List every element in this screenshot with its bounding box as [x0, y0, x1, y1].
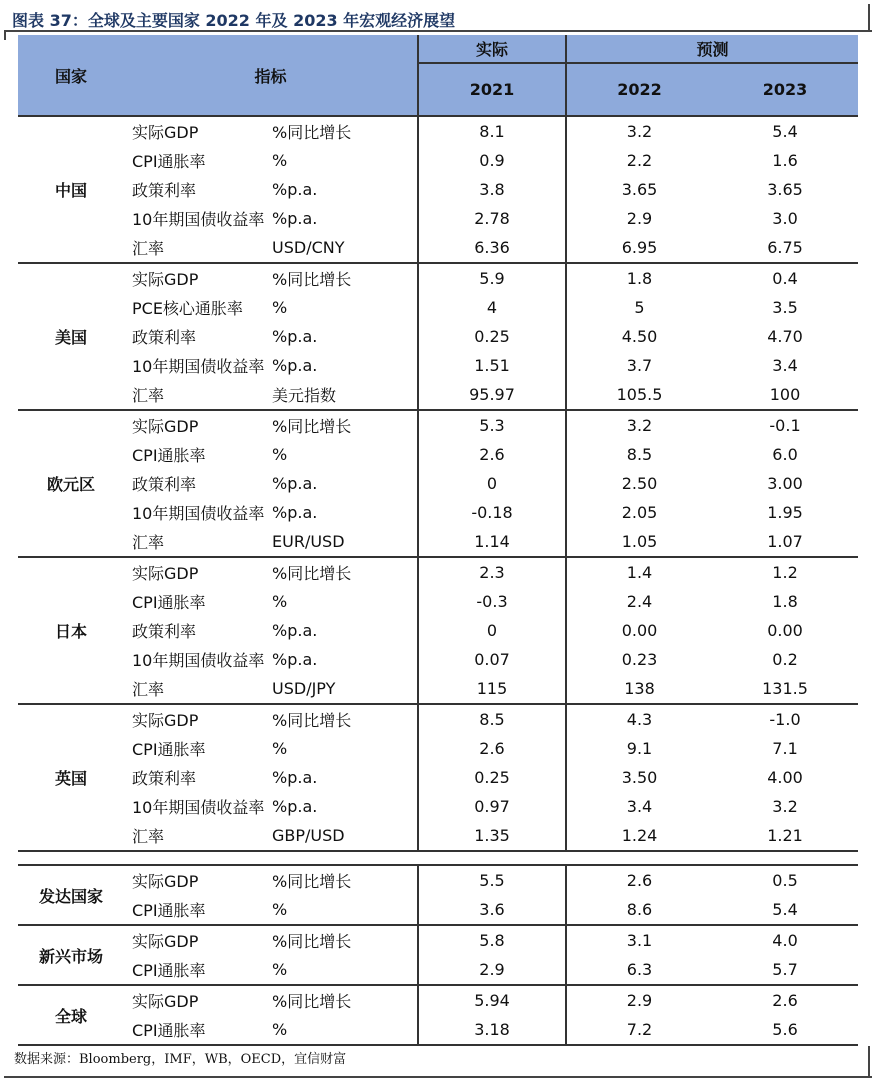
indicator-name: CPI通胀率 — [132, 593, 206, 612]
indicator-name: CPI通胀率 — [132, 446, 206, 465]
value-2021: 4 — [418, 293, 566, 322]
value-2023: 6.75 — [767, 238, 803, 257]
value-2021: 115 — [418, 674, 566, 704]
country-name: 美国 — [18, 263, 124, 410]
value-2022: 105.5 — [566, 380, 712, 410]
table-row — [18, 616, 858, 645]
table-row — [18, 175, 858, 204]
indicator-unit: %同比增长 — [270, 263, 418, 293]
frame-line — [868, 4, 870, 32]
value-2021: 1.51 — [418, 351, 566, 380]
value-2021: 1.14 — [418, 527, 566, 557]
frame-line — [4, 30, 872, 32]
value-2021: 3.6 — [418, 895, 566, 925]
indicator-name: 实际GDP — [124, 410, 270, 440]
macro-outlook-table — [18, 35, 858, 1046]
value-2022: 5 — [566, 293, 712, 322]
indicator-unit: %同比增长 — [270, 925, 418, 955]
country-name: 发达国家 — [18, 865, 124, 925]
value-2022: 3.65 — [566, 175, 712, 204]
indicator-name: 汇率 — [132, 827, 165, 846]
indicator-unit: %p.a. — [272, 474, 318, 493]
section-divider — [18, 851, 858, 860]
value-2021: 5.94 — [418, 985, 566, 1015]
value-2022: 3.1 — [566, 925, 712, 955]
value-2022: 3.4 — [566, 792, 712, 821]
indicator-name: 实际GDP — [124, 704, 270, 734]
value-2022: 0.23 — [566, 645, 712, 674]
table-row — [18, 380, 858, 410]
indicator-unit: % — [272, 960, 288, 979]
table-row — [18, 674, 858, 704]
table-row — [18, 293, 858, 322]
table-row — [18, 440, 858, 469]
indicator-unit: USD/CNY — [272, 238, 345, 257]
value-2022: 1.4 — [566, 557, 712, 587]
frame-line — [868, 1046, 870, 1078]
table-row — [18, 351, 858, 380]
value-2022: 0.00 — [566, 616, 712, 645]
indicator-unit: % — [270, 1015, 418, 1045]
indicator-unit: %同比增长 — [270, 985, 418, 1015]
country-name: 新兴市场 — [18, 925, 124, 985]
value-2022: 3.50 — [566, 763, 712, 792]
value-2021: 5.3 — [418, 410, 566, 440]
indicator-name: 汇率 — [132, 239, 165, 258]
indicator-unit: %同比增长 — [270, 557, 418, 587]
indicator-name: 汇率 — [132, 386, 165, 405]
indicator-name: CPI通胀率 — [132, 901, 206, 920]
value-2022: 2.6 — [566, 865, 712, 895]
indicator-name: 政策利率 — [132, 475, 197, 494]
value-2022: 4.3 — [566, 704, 712, 734]
value-2021: -0.18 — [418, 498, 566, 527]
country-name: 全球 — [18, 985, 124, 1045]
indicator-name: PCE核心通胀率 — [132, 299, 243, 318]
value-2023: 3.0 — [772, 209, 798, 228]
indicator-name: 政策利率 — [132, 181, 197, 200]
value-2021: 0.25 — [418, 763, 566, 792]
value-2021: 8.5 — [418, 704, 566, 734]
table-header — [18, 35, 858, 116]
indicator-name: 实际GDP — [124, 116, 270, 146]
value-2023: 3.5 — [772, 298, 798, 317]
indicator-unit: % — [272, 592, 288, 611]
indicator-unit: %同比增长 — [270, 116, 418, 146]
value-2023: 1.95 — [767, 503, 803, 522]
value-2023: 7.1 — [772, 739, 798, 758]
indicator-name: 10年期国债收益率 — [132, 651, 265, 670]
table-row — [18, 116, 858, 146]
value-2021: 0.07 — [418, 645, 566, 674]
value-2023: 5.4 — [772, 900, 798, 919]
indicator-name: 政策利率 — [132, 622, 197, 641]
value-2022: 4.50 — [566, 322, 712, 351]
table-row — [18, 204, 858, 233]
value-2021: 8.1 — [418, 116, 566, 146]
table-row — [18, 645, 858, 674]
header-actual: 实际 — [418, 35, 566, 63]
value-2022: 1.8 — [566, 263, 712, 293]
indicator-name: 实际GDP — [124, 985, 270, 1015]
value-2022: 2.2 — [566, 146, 712, 175]
table-row — [18, 985, 858, 1015]
indicator-name: 政策利率 — [132, 328, 197, 347]
value-2023: 5.4 — [712, 116, 858, 146]
table-row — [18, 704, 858, 734]
value-2021: 0.25 — [418, 322, 566, 351]
table-row — [18, 865, 858, 895]
table-row — [18, 146, 858, 175]
value-2022: 2.9 — [566, 204, 712, 233]
value-2023: 3.65 — [767, 180, 803, 199]
value-2021: -0.3 — [418, 587, 566, 616]
indicator-name: 10年期国债收益率 — [132, 798, 265, 817]
table-row — [18, 469, 858, 498]
header-year-2022: 2022 — [566, 63, 712, 116]
value-2022: 2.50 — [566, 469, 712, 498]
value-2022: 7.2 — [566, 1015, 712, 1045]
value-2021: 95.97 — [418, 380, 566, 410]
indicator-unit: % — [272, 298, 288, 317]
indicator-name: 汇率 — [132, 533, 165, 552]
value-2023: 1.8 — [772, 592, 798, 611]
indicator-name: 实际GDP — [124, 557, 270, 587]
value-2023: -0.1 — [712, 410, 858, 440]
table-row — [18, 925, 858, 955]
header-year-2023: 2023 — [712, 63, 858, 116]
value-2023: 131.5 — [762, 679, 808, 698]
value-2021: 5.9 — [418, 263, 566, 293]
value-2023: -1.0 — [712, 704, 858, 734]
value-2022: 8.5 — [566, 440, 712, 469]
country-name: 欧元区 — [18, 410, 124, 557]
value-2021: 0.9 — [418, 146, 566, 175]
country-name: 英国 — [18, 704, 124, 851]
value-2022: 2.9 — [566, 985, 712, 1015]
indicator-unit: %p.a. — [272, 621, 318, 640]
indicator-unit: %p.a. — [272, 327, 318, 346]
value-2021: 3.8 — [418, 175, 566, 204]
table-row — [18, 557, 858, 587]
value-2022: 6.3 — [566, 955, 712, 985]
value-2021: 0.97 — [418, 792, 566, 821]
value-2023: 6.0 — [772, 445, 798, 464]
value-2023: 1.2 — [712, 557, 858, 587]
indicator-name: 实际GDP — [124, 263, 270, 293]
table-row — [18, 587, 858, 616]
indicator-name: 政策利率 — [132, 769, 197, 788]
indicator-name: CPI通胀率 — [132, 152, 206, 171]
header-country: 国家 — [18, 35, 124, 116]
table-row — [18, 263, 858, 293]
indicator-unit: USD/JPY — [272, 679, 336, 698]
table-row — [18, 1015, 858, 1045]
country-name: 日本 — [18, 557, 124, 704]
indicator-unit: % — [272, 739, 288, 758]
indicator-unit: %p.a. — [272, 209, 318, 228]
value-2023: 0.4 — [712, 263, 858, 293]
value-2021: 2.6 — [418, 734, 566, 763]
table-row — [18, 792, 858, 821]
frame-line — [4, 1076, 872, 1078]
value-2023: 0.5 — [712, 865, 858, 895]
value-2022: 8.6 — [566, 895, 712, 925]
value-2023: 5.6 — [712, 1015, 858, 1045]
value-2021: 6.36 — [418, 233, 566, 263]
indicator-unit: 美元指数 — [272, 386, 337, 405]
value-2023: 4.00 — [767, 768, 803, 787]
value-2022: 1.05 — [566, 527, 712, 557]
value-2022: 3.2 — [566, 410, 712, 440]
table-row — [18, 763, 858, 792]
value-2022: 2.05 — [566, 498, 712, 527]
indicator-name: 实际GDP — [124, 925, 270, 955]
table-row — [18, 821, 858, 851]
value-2023: 4.0 — [712, 925, 858, 955]
indicator-name: 实际GDP — [124, 865, 270, 895]
indicator-name: 汇率 — [132, 680, 165, 699]
header-year-2021: 2021 — [418, 63, 566, 116]
indicator-unit: % — [272, 151, 288, 170]
table-row — [18, 734, 858, 763]
table-row — [18, 498, 858, 527]
figure-title: 图表 37：全球及主要国家 2022 年及 2023 年宏观经济展望 — [12, 11, 456, 30]
data-source-note: 数据来源：Bloomberg，IMF，WB，OECD，宜信财富 — [14, 1052, 347, 1067]
value-2022: 138 — [566, 674, 712, 704]
value-2021: 2.6 — [418, 440, 566, 469]
indicator-unit: %p.a. — [272, 356, 318, 375]
value-2022: 9.1 — [566, 734, 712, 763]
value-2021: 5.5 — [418, 865, 566, 895]
indicator-unit: %p.a. — [272, 180, 318, 199]
frame-line — [4, 30, 6, 40]
value-2021: 3.18 — [418, 1015, 566, 1045]
value-2023: 3.00 — [767, 474, 803, 493]
value-2021: 1.35 — [418, 821, 566, 851]
indicator-unit: GBP/USD — [272, 826, 345, 845]
value-2023: 1.21 — [767, 826, 803, 845]
value-2021: 2.78 — [418, 204, 566, 233]
table-row — [18, 955, 858, 985]
value-2021: 2.3 — [418, 557, 566, 587]
indicator-unit: %p.a. — [272, 797, 318, 816]
value-2021: 2.9 — [418, 955, 566, 985]
table-row — [18, 895, 858, 925]
indicator-name: 10年期国债收益率 — [132, 357, 265, 376]
table-row — [18, 410, 858, 440]
value-2023: 1.07 — [767, 532, 803, 551]
value-2022: 1.24 — [566, 821, 712, 851]
indicator-unit: %同比增长 — [270, 704, 418, 734]
value-2022: 6.95 — [566, 233, 712, 263]
indicator-unit: % — [272, 900, 288, 919]
table-row — [18, 233, 858, 263]
value-2022: 2.4 — [566, 587, 712, 616]
value-2022: 3.2 — [566, 116, 712, 146]
value-2023: 2.6 — [712, 985, 858, 1015]
value-2021: 0 — [418, 616, 566, 645]
value-2023: 0.2 — [772, 650, 798, 669]
value-2023: 1.6 — [772, 151, 798, 170]
indicator-unit: %p.a. — [272, 503, 318, 522]
indicator-name: 10年期国债收益率 — [132, 210, 265, 229]
value-2021: 5.8 — [418, 925, 566, 955]
table-row — [18, 322, 858, 351]
table-body — [18, 116, 858, 1045]
value-2023: 4.70 — [767, 327, 803, 346]
value-2021: 0 — [418, 469, 566, 498]
indicator-unit: EUR/USD — [272, 532, 345, 551]
indicator-name: CPI通胀率 — [132, 961, 206, 980]
indicator-unit: % — [272, 445, 288, 464]
value-2023: 0.00 — [767, 621, 803, 640]
indicator-name: CPI通胀率 — [132, 740, 206, 759]
value-2023: 3.4 — [772, 356, 798, 375]
value-2023: 5.7 — [772, 960, 798, 979]
header-forecast: 预测 — [566, 35, 858, 63]
indicator-unit: %p.a. — [272, 768, 318, 787]
value-2023: 3.2 — [772, 797, 798, 816]
indicator-name: CPI通胀率 — [124, 1015, 270, 1045]
indicator-unit: %p.a. — [272, 650, 318, 669]
value-2023: 100 — [769, 385, 801, 404]
header-indicator: 指标 — [124, 35, 418, 116]
indicator-unit: %同比增长 — [270, 410, 418, 440]
table-row — [18, 527, 858, 557]
country-name: 中国 — [18, 116, 124, 263]
value-2022: 3.7 — [566, 351, 712, 380]
indicator-unit: %同比增长 — [270, 865, 418, 895]
indicator-name: 10年期国债收益率 — [132, 504, 265, 523]
